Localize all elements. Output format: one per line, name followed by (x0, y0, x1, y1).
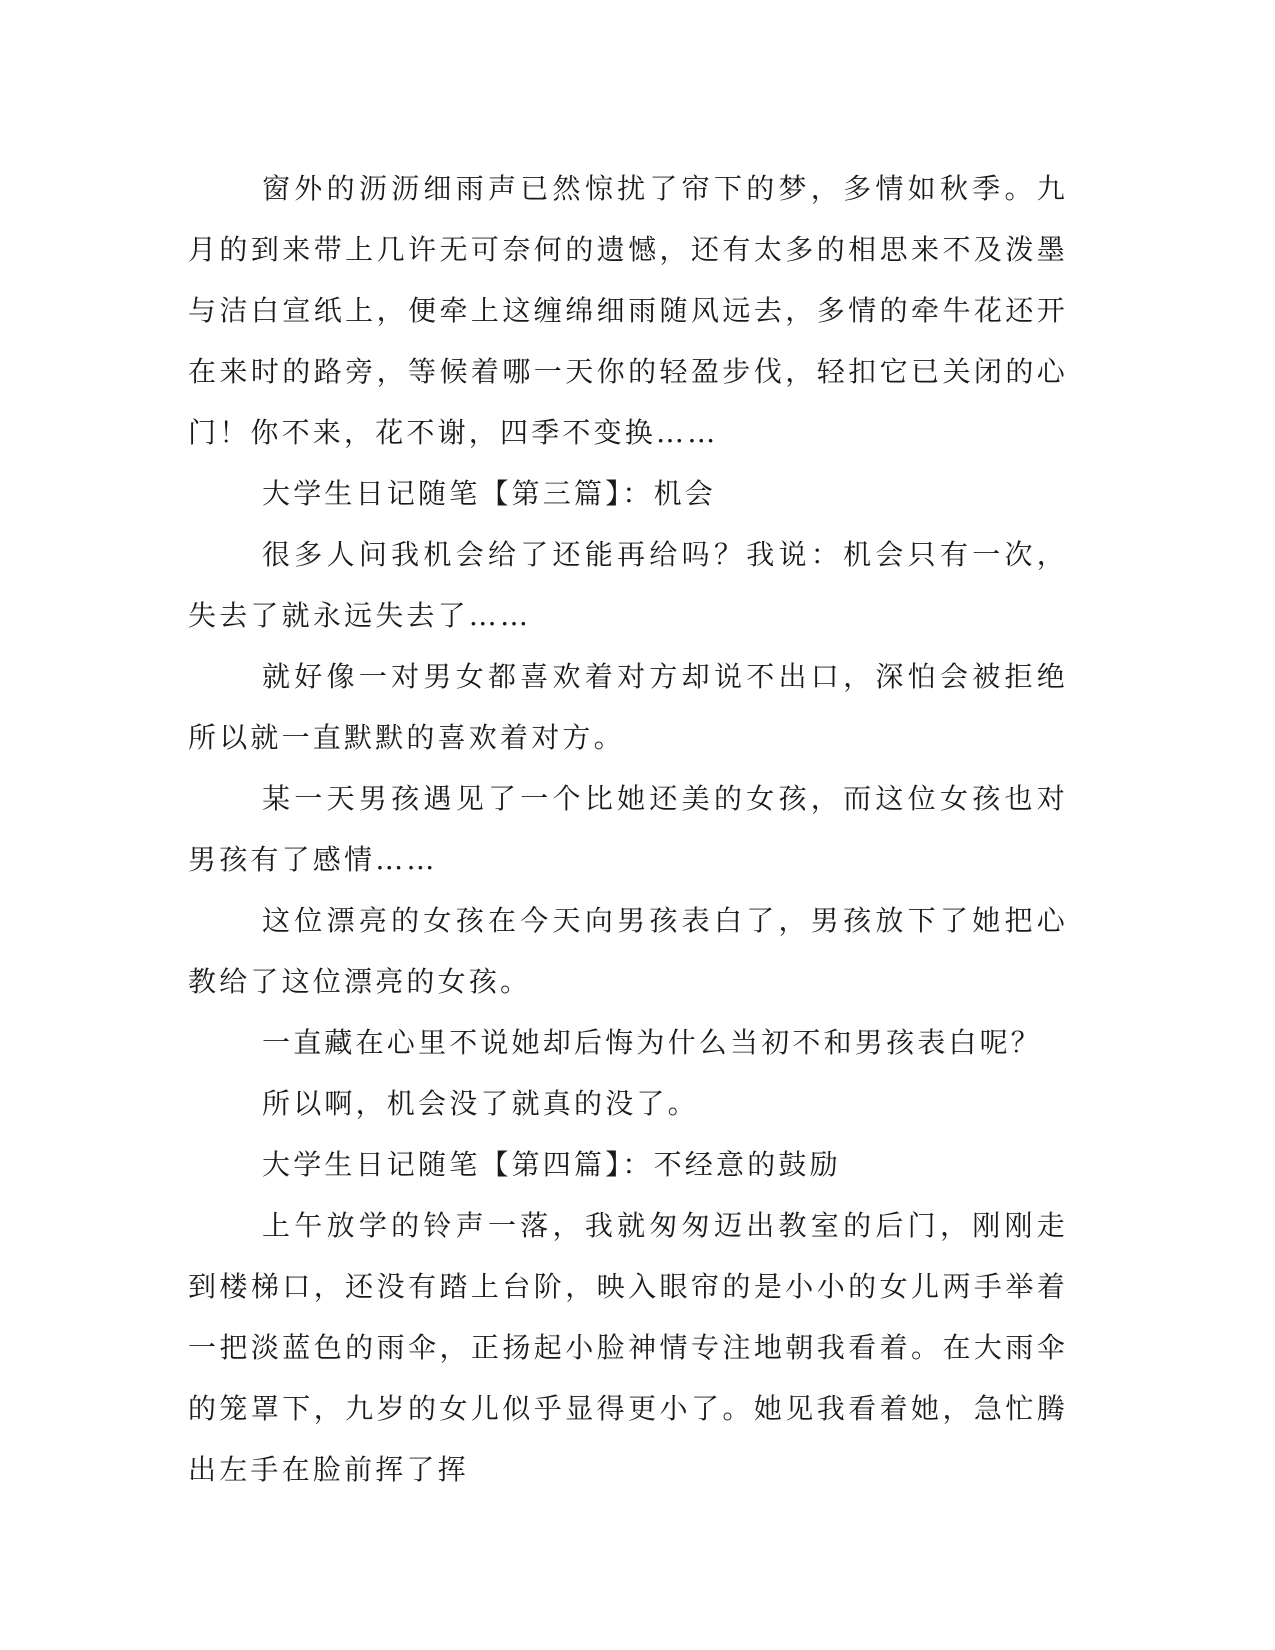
paragraph: 某一天男孩遇见了一个比她还美的女孩，而这位女孩也对男孩有了感情…… (188, 782, 1068, 876)
paragraph: 所以啊，机会没了就真的没了。 (262, 1087, 699, 1120)
paragraph: 这位漂亮的女孩在今天向男孩表白了，男孩放下了她把心教给了这位漂亮的女孩。 (188, 904, 1068, 998)
section-heading-3: 大学生日记随笔【第三篇】：机会 (262, 477, 717, 510)
paragraph: 就好像一对男女都喜欢着对方却说不出口，深怕会被拒绝所以就一直默默的喜欢着对方。 (188, 660, 1068, 754)
paragraph-intro: 窗外的沥沥细雨声已然惊扰了帘下的梦，多情如秋季。九月的到来带上几许无可奈何的遗憾，还有太多的相思来不及泼墨与洁白宣纸上，便牵上这缠绵细雨随风远去，多情的牵牛花还开在来时的路旁，等候着哪一天你的轻盈步伐，轻扣它已关闭的心门！你不来，花不谢，四季不变换…… (188, 172, 1068, 449)
document-body (188, 158, 1068, 1500)
paragraph: 一直藏在心里不说她却后悔为什么当初不和男孩表白呢？ (262, 1026, 1043, 1059)
paragraph: 很多人问我机会给了还能再给吗？我说：机会只有一次，失去了就永远失去了…… (188, 538, 1068, 632)
paragraph: 上午放学的铃声一落，我就匆匆迈出教室的后门，刚刚走到楼梯口，还没有踏上台阶，映入眼帘的是小小的女儿两手举着一把淡蓝色的雨伞，正扬起小脸神情专注地朝我看着。在大雨伞的笼罩下，九岁的女儿似乎显得更小了。她见我看着她，急忙腾出左手在脸前挥了挥 (188, 1209, 1068, 1486)
section-heading-4: 大学生日记随笔【第四篇】：不经意的鼓励 (262, 1148, 841, 1181)
